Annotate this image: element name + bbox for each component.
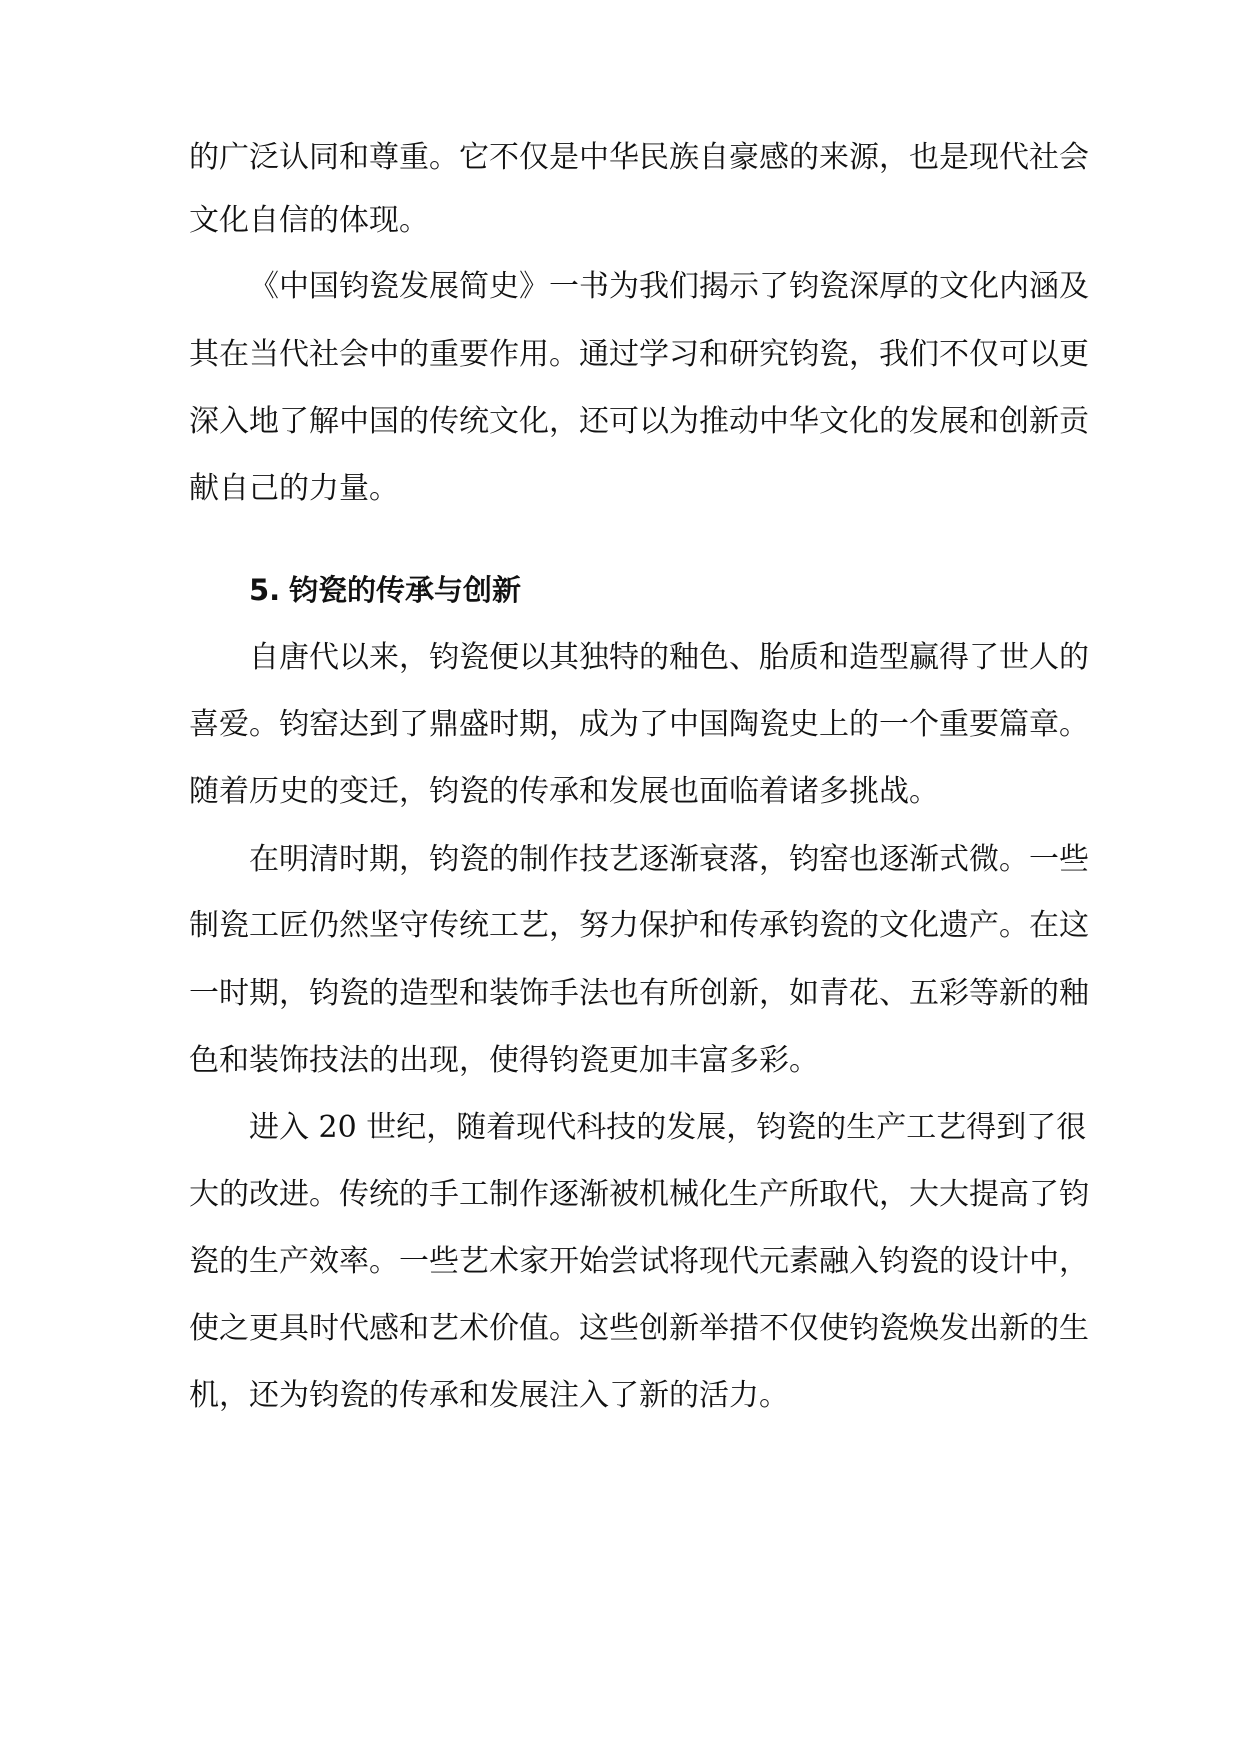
- text-line: 色和装饰技法的出现，使得钧瓷更加丰富多彩。: [189, 1043, 819, 1078]
- section-heading: [249, 570, 521, 610]
- text-line: 在明清时期，钧瓷的制作技艺逐渐衰落，钧窑也逐渐式微。一些: [249, 842, 1089, 877]
- text-line: 文化自信的体现。: [189, 203, 429, 238]
- text-line: 瓷的生产效率。一些艺术家开始尝试将现代元素融入钧瓷的设计中，: [189, 1244, 1089, 1279]
- text-line: 机，还为钧瓷的传承和发展注入了新的活力。: [189, 1378, 789, 1413]
- text-line: 献自己的力量。: [189, 471, 399, 506]
- section-number: 5.: [249, 573, 281, 607]
- text-line: 深入地了解中国的传统文化，还可以为推动中华文化的发展和创新贡: [189, 404, 1089, 439]
- text-line: 随着历史的变迁，钧瓷的传承和发展也面临着诸多挑战。: [189, 774, 939, 809]
- text-line: 自唐代以来，钧瓷便以其独特的釉色、胎质和造型赢得了世人的: [249, 640, 1089, 675]
- section-title: 钧瓷的传承与创新: [289, 573, 522, 607]
- text-line: 使之更具时代感和艺术价值。这些创新举措不仅使钧瓷焕发出新的生: [189, 1311, 1089, 1346]
- text-line: 进入 20 世纪，随着现代科技的发展，钧瓷的生产工艺得到了很: [249, 1110, 1087, 1145]
- text-line: 一时期，钧瓷的造型和装饰手法也有所创新，如青花、五彩等新的釉: [189, 976, 1089, 1011]
- text-line: 的广泛认同和尊重。它不仅是中华民族自豪感的来源，也是现代社会: [189, 140, 1089, 175]
- text-line: 制瓷工匠仍然坚守传统工艺，努力保护和传承钧瓷的文化遗产。在这: [189, 908, 1089, 943]
- text-line: 《中国钧瓷发展简史》一书为我们揭示了钧瓷深厚的文化内涵及: [249, 269, 1089, 304]
- text-line: 大的改进。传统的手工制作逐渐被机械化生产所取代，大大提高了钧: [189, 1177, 1089, 1212]
- text-line: 喜爱。钧窑达到了鼎盛时期，成为了中国陶瓷史上的一个重要篇章。: [189, 707, 1089, 742]
- text-line: 其在当代社会中的重要作用。通过学习和研究钧瓷，我们不仅可以更: [189, 337, 1089, 372]
